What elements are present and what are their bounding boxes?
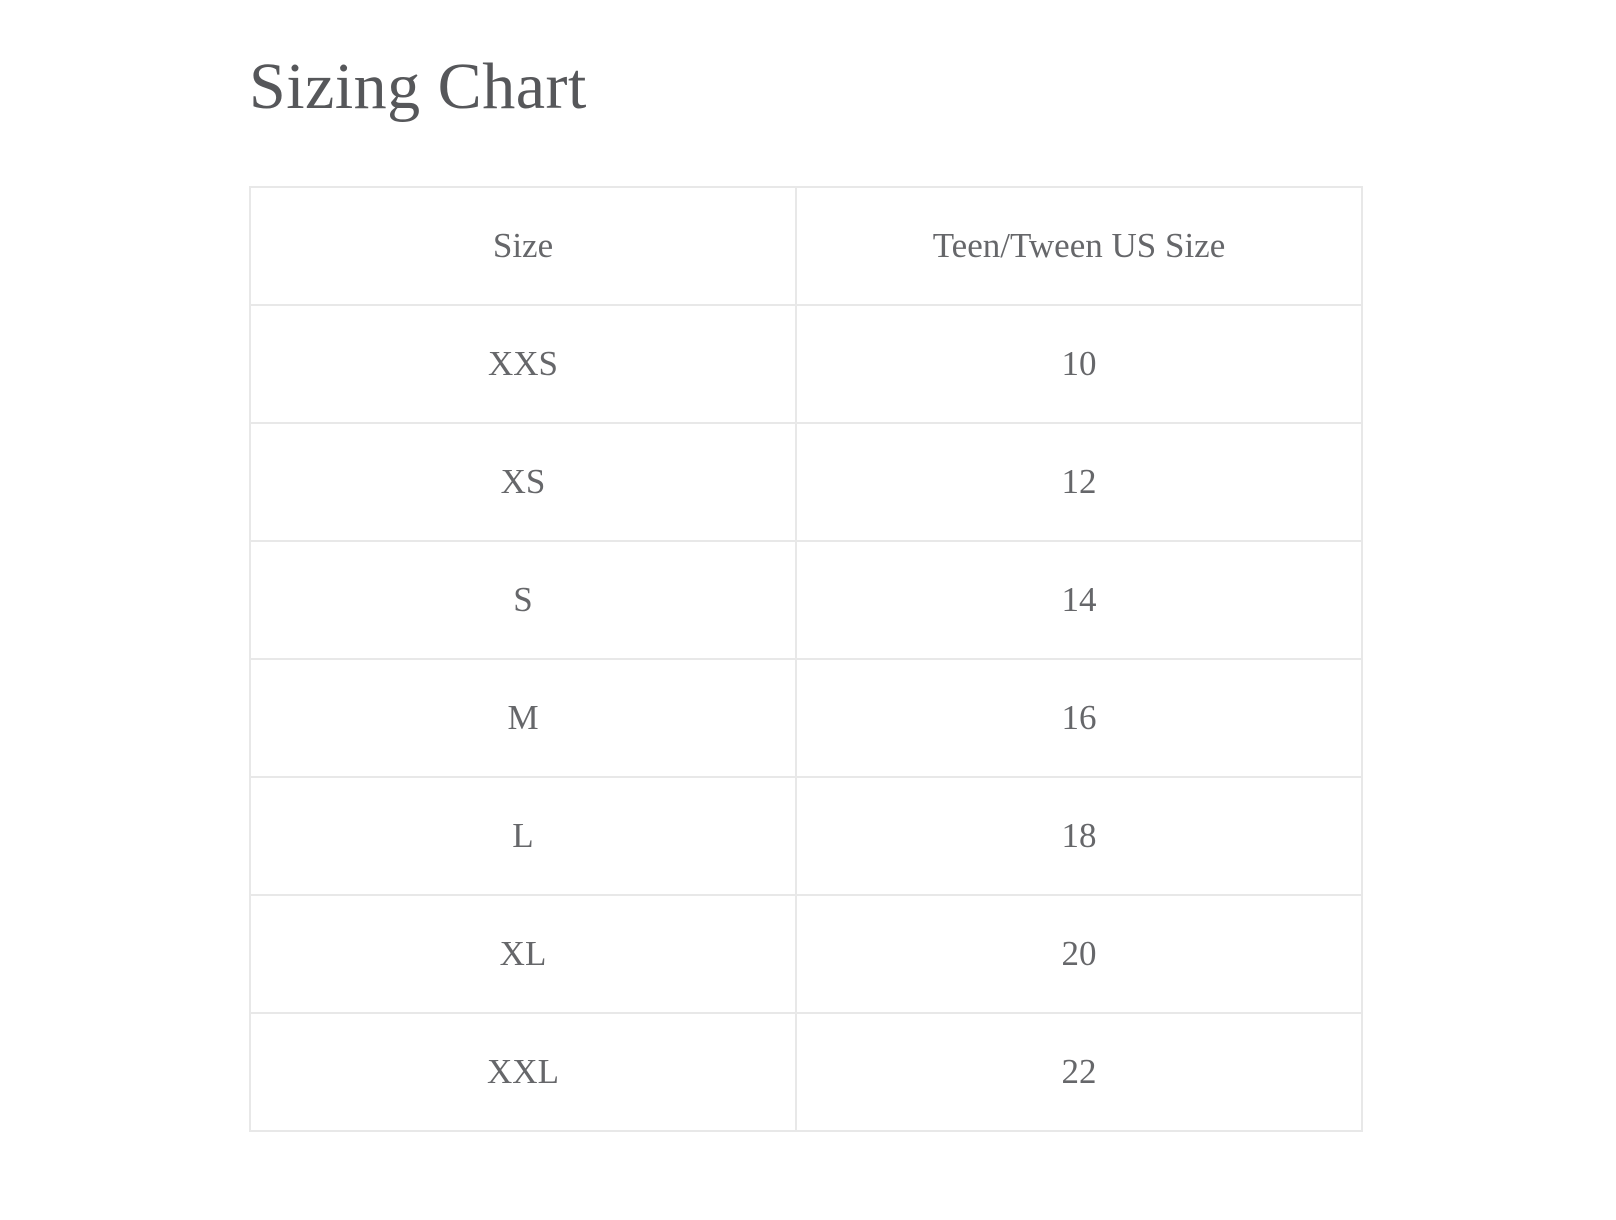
size-cell: XXL bbox=[250, 1013, 796, 1131]
size-column-header: Size bbox=[250, 187, 796, 305]
content-area bbox=[249, 0, 1361, 1132]
page-title: Sizing Chart bbox=[249, 50, 587, 123]
table-row bbox=[250, 1013, 1362, 1131]
size-cell: XXS bbox=[250, 305, 796, 423]
us-size-cell: 22 bbox=[796, 1013, 1362, 1131]
us-size-cell: 16 bbox=[796, 659, 1362, 777]
table-row bbox=[250, 423, 1362, 541]
us-size-cell: 14 bbox=[796, 541, 1362, 659]
table-row bbox=[250, 305, 1362, 423]
us-size-cell: 10 bbox=[796, 305, 1362, 423]
size-cell: S bbox=[250, 541, 796, 659]
size-cell: XL bbox=[250, 895, 796, 1013]
size-cell: L bbox=[250, 777, 796, 895]
us-size-cell: 18 bbox=[796, 777, 1362, 895]
size-cell: XS bbox=[250, 423, 796, 541]
us-size-cell: 12 bbox=[796, 423, 1362, 541]
table-row bbox=[250, 659, 1362, 777]
sizing-chart-table bbox=[249, 186, 1363, 1132]
table-row bbox=[250, 541, 1362, 659]
us-size-column-header: Teen/Tween US Size bbox=[796, 187, 1362, 305]
table-row bbox=[250, 777, 1362, 895]
us-size-cell: 20 bbox=[796, 895, 1362, 1013]
size-cell: M bbox=[250, 659, 796, 777]
table-row bbox=[250, 895, 1362, 1013]
table-header-row bbox=[250, 187, 1362, 305]
